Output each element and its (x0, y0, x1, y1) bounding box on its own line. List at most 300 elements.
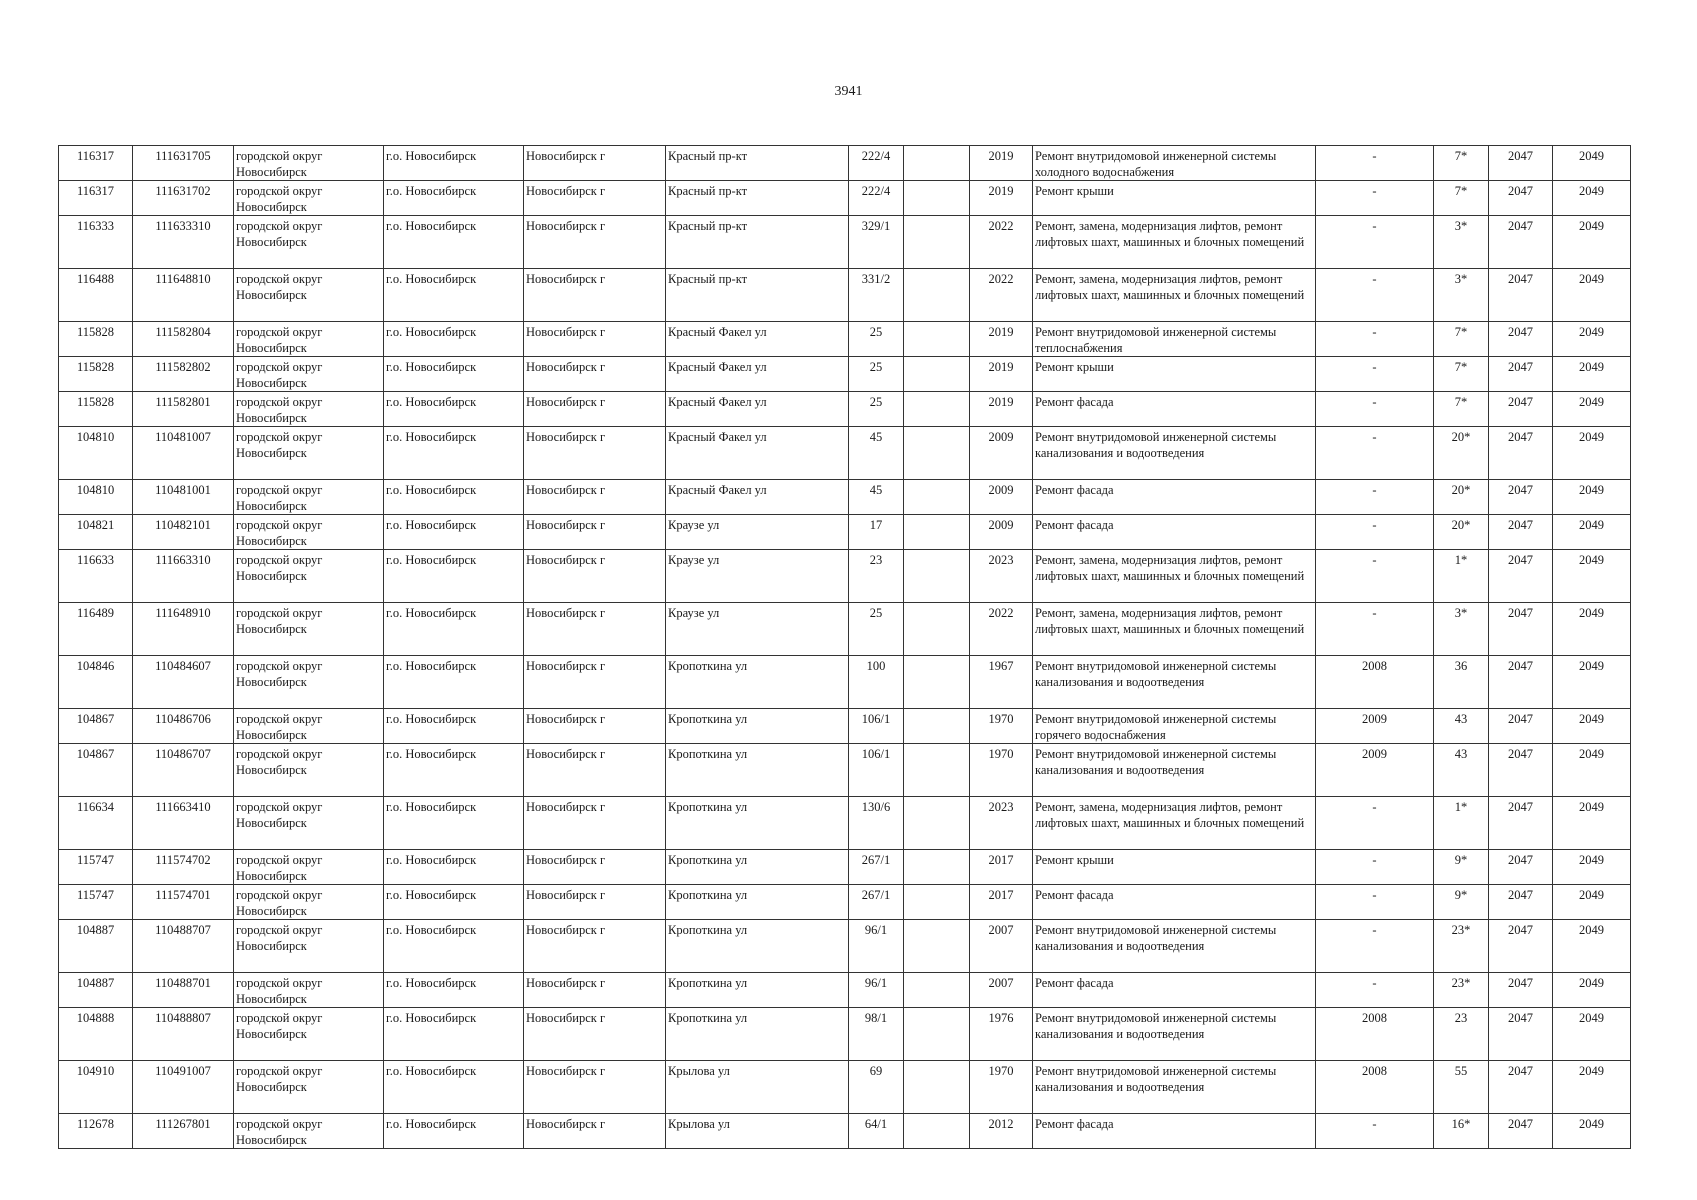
table-row (59, 797, 1631, 850)
cell-record-id: 115747 (59, 850, 133, 885)
cell-municipal-district: городской округ Новосибирск (234, 920, 384, 973)
cell-street: Краузе ул (666, 603, 849, 656)
cell-plan-start-year: 2047 (1489, 181, 1553, 216)
cell-record-id: 104810 (59, 480, 133, 515)
cell-city: Новосибирск г (524, 269, 666, 322)
table-row (59, 515, 1631, 550)
cell-municipal-district: городской округ Новосибирск (234, 392, 384, 427)
cell-plan-end-year: 2049 (1553, 850, 1631, 885)
cell-municipal-district: городской округ Новосибирск (234, 603, 384, 656)
cell-city: Новосибирск г (524, 1061, 666, 1114)
cell-work-type: Ремонт крыши (1033, 357, 1316, 392)
cell-plan-start-year: 2047 (1489, 427, 1553, 480)
cell-last-repair-year: - (1316, 357, 1434, 392)
cell-settlement: г.о. Новосибирск (384, 709, 524, 744)
table-row (59, 1008, 1631, 1061)
table-row (59, 973, 1631, 1008)
cell-street: Красный Факел ул (666, 322, 849, 357)
cell-plan-start-year: 2047 (1489, 709, 1553, 744)
cell-wear-percent: 9* (1434, 850, 1489, 885)
cell-last-repair-year: - (1316, 850, 1434, 885)
cell-work-type: Ремонт внутридомовой инженерной системы канализования и водоотведения (1033, 1008, 1316, 1061)
cell-wear-percent: 23* (1434, 920, 1489, 973)
cell-plan-start-year: 2047 (1489, 1008, 1553, 1061)
cell-work-type: Ремонт фасада (1033, 515, 1316, 550)
cell-last-repair-year: 2008 (1316, 656, 1434, 709)
cell-municipal-district: городской округ Новосибирск (234, 973, 384, 1008)
cell-building-letter (904, 709, 970, 744)
cell-work-type: Ремонт внутридомовой инженерной системы канализования и водоотведения (1033, 656, 1316, 709)
cell-plan-start-year: 2047 (1489, 480, 1553, 515)
cell-municipal-district: городской округ Новосибирск (234, 1114, 384, 1149)
cell-street: Красный пр-кт (666, 269, 849, 322)
cell-house-number: 267/1 (849, 885, 904, 920)
cell-work-type: Ремонт, замена, модернизация лифтов, ремонт лифтовых шахт, машинных и блочных помещений (1033, 269, 1316, 322)
cell-work-id: 110484607 (133, 656, 234, 709)
table-row (59, 216, 1631, 269)
cell-house-number: 100 (849, 656, 904, 709)
cell-plan-end-year: 2049 (1553, 357, 1631, 392)
cell-house-number: 130/6 (849, 797, 904, 850)
cell-work-type: Ремонт внутридомовой инженерной системы теплоснабжения (1033, 322, 1316, 357)
cell-street: Кропоткина ул (666, 973, 849, 1008)
cell-plan-end-year: 2049 (1553, 322, 1631, 357)
table-row (59, 181, 1631, 216)
cell-plan-end-year: 2049 (1553, 744, 1631, 797)
cell-plan-end-year: 2049 (1553, 797, 1631, 850)
cell-plan-end-year: 2049 (1553, 973, 1631, 1008)
cell-settlement: г.о. Новосибирск (384, 920, 524, 973)
cell-record-id: 116488 (59, 269, 133, 322)
cell-record-id: 116333 (59, 216, 133, 269)
cell-plan-end-year: 2049 (1553, 1061, 1631, 1114)
cell-record-id: 115828 (59, 392, 133, 427)
cell-city: Новосибирск г (524, 744, 666, 797)
cell-settlement: г.о. Новосибирск (384, 146, 524, 181)
cell-wear-percent: 20* (1434, 515, 1489, 550)
cell-work-type: Ремонт фасада (1033, 885, 1316, 920)
cell-building-letter (904, 515, 970, 550)
cell-wear-percent: 23* (1434, 973, 1489, 1008)
cell-house-number: 69 (849, 1061, 904, 1114)
cell-commissioning-year: 2012 (970, 1114, 1033, 1149)
cell-building-letter (904, 850, 970, 885)
cell-settlement: г.о. Новосибирск (384, 269, 524, 322)
cell-commissioning-year: 2019 (970, 357, 1033, 392)
cell-commissioning-year: 2019 (970, 322, 1033, 357)
cell-work-id: 110486706 (133, 709, 234, 744)
cell-city: Новосибирск г (524, 1114, 666, 1149)
table-row (59, 357, 1631, 392)
cell-building-letter (904, 357, 970, 392)
cell-record-id: 115828 (59, 357, 133, 392)
cell-municipal-district: городской округ Новосибирск (234, 709, 384, 744)
cell-street: Красный пр-кт (666, 216, 849, 269)
cell-commissioning-year: 1970 (970, 744, 1033, 797)
cell-street: Красный пр-кт (666, 181, 849, 216)
cell-settlement: г.о. Новосибирск (384, 744, 524, 797)
cell-municipal-district: городской округ Новосибирск (234, 216, 384, 269)
cell-work-id: 111648910 (133, 603, 234, 656)
cell-plan-start-year: 2047 (1489, 357, 1553, 392)
cell-wear-percent: 7* (1434, 146, 1489, 181)
cell-city: Новосибирск г (524, 709, 666, 744)
cell-city: Новосибирск г (524, 357, 666, 392)
table-row (59, 480, 1631, 515)
cell-work-id: 110488807 (133, 1008, 234, 1061)
cell-record-id: 104846 (59, 656, 133, 709)
cell-commissioning-year: 2007 (970, 973, 1033, 1008)
cell-plan-start-year: 2047 (1489, 603, 1553, 656)
cell-record-id: 104821 (59, 515, 133, 550)
cell-city: Новосибирск г (524, 1008, 666, 1061)
cell-city: Новосибирск г (524, 885, 666, 920)
cell-plan-start-year: 2047 (1489, 1061, 1553, 1114)
cell-commissioning-year: 2017 (970, 885, 1033, 920)
cell-plan-start-year: 2047 (1489, 515, 1553, 550)
cell-record-id: 116317 (59, 181, 133, 216)
cell-building-letter (904, 1061, 970, 1114)
cell-record-id: 116489 (59, 603, 133, 656)
cell-plan-end-year: 2049 (1553, 920, 1631, 973)
cell-street: Краузе ул (666, 550, 849, 603)
cell-record-id: 112678 (59, 1114, 133, 1149)
cell-work-type: Ремонт крыши (1033, 181, 1316, 216)
cell-record-id: 104887 (59, 973, 133, 1008)
cell-building-letter (904, 146, 970, 181)
table-row (59, 850, 1631, 885)
cell-work-id: 111663310 (133, 550, 234, 603)
cell-last-repair-year: 2008 (1316, 1061, 1434, 1114)
cell-wear-percent: 20* (1434, 427, 1489, 480)
table-row (59, 322, 1631, 357)
cell-street: Крылова ул (666, 1114, 849, 1149)
cell-plan-end-year: 2049 (1553, 427, 1631, 480)
cell-plan-start-year: 2047 (1489, 850, 1553, 885)
cell-street: Кропоткина ул (666, 797, 849, 850)
cell-commissioning-year: 2007 (970, 920, 1033, 973)
cell-building-letter (904, 550, 970, 603)
cell-last-repair-year: - (1316, 427, 1434, 480)
cell-building-letter (904, 797, 970, 850)
cell-street: Красный Факел ул (666, 427, 849, 480)
cell-street: Красный Факел ул (666, 357, 849, 392)
cell-house-number: 96/1 (849, 973, 904, 1008)
cell-work-type: Ремонт внутридомовой инженерной системы канализования и водоотведения (1033, 920, 1316, 973)
cell-municipal-district: городской округ Новосибирск (234, 885, 384, 920)
cell-building-letter (904, 1008, 970, 1061)
cell-work-id: 110481007 (133, 427, 234, 480)
cell-record-id: 116633 (59, 550, 133, 603)
cell-work-type: Ремонт внутридомовой инженерной системы канализования и водоотведения (1033, 427, 1316, 480)
cell-street: Кропоткина ул (666, 709, 849, 744)
cell-commissioning-year: 2022 (970, 216, 1033, 269)
cell-wear-percent: 1* (1434, 797, 1489, 850)
cell-settlement: г.о. Новосибирск (384, 181, 524, 216)
cell-building-letter (904, 656, 970, 709)
table-row (59, 550, 1631, 603)
cell-building-letter (904, 1114, 970, 1149)
cell-building-letter (904, 480, 970, 515)
table-row (59, 885, 1631, 920)
cell-street: Красный пр-кт (666, 146, 849, 181)
cell-commissioning-year: 1976 (970, 1008, 1033, 1061)
cell-street: Красный Факел ул (666, 480, 849, 515)
cell-plan-end-year: 2049 (1553, 603, 1631, 656)
cell-city: Новосибирск г (524, 920, 666, 973)
table-row (59, 269, 1631, 322)
cell-commissioning-year: 2023 (970, 550, 1033, 603)
cell-municipal-district: городской округ Новосибирск (234, 550, 384, 603)
cell-work-id: 110486707 (133, 744, 234, 797)
cell-work-type: Ремонт внутридомовой инженерной системы горячего водоснабжения (1033, 709, 1316, 744)
cell-plan-start-year: 2047 (1489, 744, 1553, 797)
cell-municipal-district: городской округ Новосибирск (234, 480, 384, 515)
cell-street: Крылова ул (666, 1061, 849, 1114)
cell-record-id: 115828 (59, 322, 133, 357)
cell-settlement: г.о. Новосибирск (384, 1061, 524, 1114)
cell-work-id: 111582802 (133, 357, 234, 392)
cell-settlement: г.о. Новосибирск (384, 550, 524, 603)
cell-city: Новосибирск г (524, 797, 666, 850)
cell-plan-end-year: 2049 (1553, 480, 1631, 515)
cell-wear-percent: 1* (1434, 550, 1489, 603)
cell-city: Новосибирск г (524, 480, 666, 515)
cell-commissioning-year: 2019 (970, 146, 1033, 181)
cell-plan-end-year: 2049 (1553, 656, 1631, 709)
cell-settlement: г.о. Новосибирск (384, 357, 524, 392)
cell-plan-start-year: 2047 (1489, 322, 1553, 357)
cell-street: Кропоткина ул (666, 744, 849, 797)
cell-city: Новосибирск г (524, 850, 666, 885)
cell-last-repair-year: - (1316, 322, 1434, 357)
cell-plan-start-year: 2047 (1489, 656, 1553, 709)
cell-work-id: 111631702 (133, 181, 234, 216)
cell-city: Новосибирск г (524, 427, 666, 480)
cell-work-type: Ремонт фасада (1033, 480, 1316, 515)
cell-plan-end-year: 2049 (1553, 392, 1631, 427)
cell-house-number: 96/1 (849, 920, 904, 973)
cell-wear-percent: 23 (1434, 1008, 1489, 1061)
cell-record-id: 104887 (59, 920, 133, 973)
cell-work-id: 110488701 (133, 973, 234, 1008)
cell-city: Новосибирск г (524, 181, 666, 216)
cell-commissioning-year: 2009 (970, 515, 1033, 550)
cell-settlement: г.о. Новосибирск (384, 885, 524, 920)
cell-house-number: 25 (849, 357, 904, 392)
cell-municipal-district: городской округ Новосибирск (234, 181, 384, 216)
cell-wear-percent: 3* (1434, 216, 1489, 269)
cell-last-repair-year: - (1316, 515, 1434, 550)
cell-last-repair-year: - (1316, 885, 1434, 920)
cell-last-repair-year: - (1316, 146, 1434, 181)
cell-house-number: 98/1 (849, 1008, 904, 1061)
cell-wear-percent: 43 (1434, 709, 1489, 744)
cell-house-number: 64/1 (849, 1114, 904, 1149)
cell-house-number: 23 (849, 550, 904, 603)
cell-commissioning-year: 2022 (970, 603, 1033, 656)
cell-wear-percent: 16* (1434, 1114, 1489, 1149)
cell-last-repair-year: - (1316, 269, 1434, 322)
cell-work-type: Ремонт крыши (1033, 850, 1316, 885)
cell-settlement: г.о. Новосибирск (384, 392, 524, 427)
cell-plan-start-year: 2047 (1489, 973, 1553, 1008)
cell-street: Кропоткина ул (666, 1008, 849, 1061)
cell-house-number: 25 (849, 392, 904, 427)
cell-plan-start-year: 2047 (1489, 146, 1553, 181)
cell-building-letter (904, 322, 970, 357)
cell-last-repair-year: - (1316, 550, 1434, 603)
cell-work-type: Ремонт, замена, модернизация лифтов, ремонт лифтовых шахт, машинных и блочных помещений (1033, 216, 1316, 269)
cell-work-id: 110481001 (133, 480, 234, 515)
cell-building-letter (904, 216, 970, 269)
cell-plan-end-year: 2049 (1553, 709, 1631, 744)
cell-work-id: 111582804 (133, 322, 234, 357)
cell-settlement: г.о. Новосибирск (384, 1114, 524, 1149)
cell-building-letter (904, 603, 970, 656)
cell-plan-start-year: 2047 (1489, 269, 1553, 322)
cell-last-repair-year: - (1316, 480, 1434, 515)
cell-work-id: 110482101 (133, 515, 234, 550)
cell-plan-start-year: 2047 (1489, 885, 1553, 920)
table-row (59, 656, 1631, 709)
cell-building-letter (904, 269, 970, 322)
cell-city: Новосибирск г (524, 322, 666, 357)
cell-municipal-district: городской округ Новосибирск (234, 269, 384, 322)
table-row (59, 709, 1631, 744)
cell-street: Кропоткина ул (666, 656, 849, 709)
cell-work-id: 110488707 (133, 920, 234, 973)
cell-building-letter (904, 181, 970, 216)
cell-wear-percent: 7* (1434, 392, 1489, 427)
cell-wear-percent: 9* (1434, 885, 1489, 920)
cell-last-repair-year: - (1316, 603, 1434, 656)
cell-street: Кропоткина ул (666, 885, 849, 920)
cell-last-repair-year: - (1316, 392, 1434, 427)
cell-plan-start-year: 2047 (1489, 550, 1553, 603)
cell-plan-end-year: 2049 (1553, 181, 1631, 216)
cell-settlement: г.о. Новосибирск (384, 1008, 524, 1061)
cell-plan-start-year: 2047 (1489, 920, 1553, 973)
cell-record-id: 115747 (59, 885, 133, 920)
cell-record-id: 116317 (59, 146, 133, 181)
cell-wear-percent: 36 (1434, 656, 1489, 709)
cell-commissioning-year: 1970 (970, 1061, 1033, 1114)
cell-municipal-district: городской округ Новосибирск (234, 656, 384, 709)
cell-city: Новосибирск г (524, 973, 666, 1008)
cell-settlement: г.о. Новосибирск (384, 322, 524, 357)
capital-repair-table (58, 145, 1631, 1149)
cell-plan-end-year: 2049 (1553, 885, 1631, 920)
cell-commissioning-year: 2009 (970, 480, 1033, 515)
cell-city: Новосибирск г (524, 550, 666, 603)
cell-city: Новосибирск г (524, 656, 666, 709)
cell-house-number: 331/2 (849, 269, 904, 322)
cell-municipal-district: городской округ Новосибирск (234, 515, 384, 550)
cell-settlement: г.о. Новосибирск (384, 973, 524, 1008)
cell-building-letter (904, 885, 970, 920)
cell-commissioning-year: 2022 (970, 269, 1033, 322)
table-body (59, 146, 1631, 1149)
cell-record-id: 104810 (59, 427, 133, 480)
cell-municipal-district: городской округ Новосибирск (234, 146, 384, 181)
cell-plan-end-year: 2049 (1553, 550, 1631, 603)
cell-municipal-district: городской округ Новосибирск (234, 357, 384, 392)
cell-settlement: г.о. Новосибирск (384, 480, 524, 515)
cell-work-type: Ремонт фасада (1033, 392, 1316, 427)
cell-work-type: Ремонт внутридомовой инженерной системы канализования и водоотведения (1033, 1061, 1316, 1114)
cell-plan-start-year: 2047 (1489, 392, 1553, 427)
cell-house-number: 329/1 (849, 216, 904, 269)
cell-municipal-district: городской округ Новосибирск (234, 1061, 384, 1114)
cell-municipal-district: городской округ Новосибирск (234, 1008, 384, 1061)
cell-work-id: 111663410 (133, 797, 234, 850)
cell-wear-percent: 43 (1434, 744, 1489, 797)
cell-record-id: 104867 (59, 709, 133, 744)
table-row (59, 744, 1631, 797)
cell-work-id: 111633310 (133, 216, 234, 269)
table-row (59, 392, 1631, 427)
cell-settlement: г.о. Новосибирск (384, 850, 524, 885)
cell-municipal-district: городской округ Новосибирск (234, 797, 384, 850)
table-row (59, 427, 1631, 480)
cell-house-number: 222/4 (849, 181, 904, 216)
table-row (59, 1061, 1631, 1114)
cell-house-number: 267/1 (849, 850, 904, 885)
cell-house-number: 222/4 (849, 146, 904, 181)
cell-commissioning-year: 2019 (970, 392, 1033, 427)
cell-city: Новосибирск г (524, 515, 666, 550)
cell-house-number: 17 (849, 515, 904, 550)
cell-house-number: 25 (849, 322, 904, 357)
cell-house-number: 25 (849, 603, 904, 656)
cell-municipal-district: городской округ Новосибирск (234, 427, 384, 480)
cell-work-id: 111574702 (133, 850, 234, 885)
cell-work-type: Ремонт, замена, модернизация лифтов, ремонт лифтовых шахт, машинных и блочных помещений (1033, 603, 1316, 656)
cell-building-letter (904, 920, 970, 973)
cell-commissioning-year: 1970 (970, 709, 1033, 744)
cell-plan-end-year: 2049 (1553, 216, 1631, 269)
cell-building-letter (904, 392, 970, 427)
table-row (59, 1114, 1631, 1149)
cell-record-id: 104867 (59, 744, 133, 797)
cell-work-id: 111648810 (133, 269, 234, 322)
cell-record-id: 104910 (59, 1061, 133, 1114)
cell-work-id: 111574701 (133, 885, 234, 920)
cell-house-number: 45 (849, 427, 904, 480)
cell-city: Новосибирск г (524, 392, 666, 427)
cell-plan-end-year: 2049 (1553, 1008, 1631, 1061)
cell-house-number: 106/1 (849, 744, 904, 797)
cell-wear-percent: 7* (1434, 181, 1489, 216)
cell-work-type: Ремонт внутридомовой инженерной системы холодного водоснабжения (1033, 146, 1316, 181)
cell-building-letter (904, 744, 970, 797)
cell-commissioning-year: 2019 (970, 181, 1033, 216)
cell-plan-end-year: 2049 (1553, 269, 1631, 322)
cell-settlement: г.о. Новосибирск (384, 427, 524, 480)
cell-plan-start-year: 2047 (1489, 216, 1553, 269)
cell-plan-end-year: 2049 (1553, 515, 1631, 550)
cell-work-type: Ремонт фасада (1033, 1114, 1316, 1149)
cell-work-type: Ремонт, замена, модернизация лифтов, ремонт лифтовых шахт, машинных и блочных помещений (1033, 550, 1316, 603)
cell-plan-start-year: 2047 (1489, 797, 1553, 850)
cell-street: Краузе ул (666, 515, 849, 550)
cell-work-type: Ремонт фасада (1033, 973, 1316, 1008)
cell-building-letter (904, 427, 970, 480)
cell-city: Новосибирск г (524, 603, 666, 656)
cell-settlement: г.о. Новосибирск (384, 216, 524, 269)
cell-last-repair-year: - (1316, 1114, 1434, 1149)
